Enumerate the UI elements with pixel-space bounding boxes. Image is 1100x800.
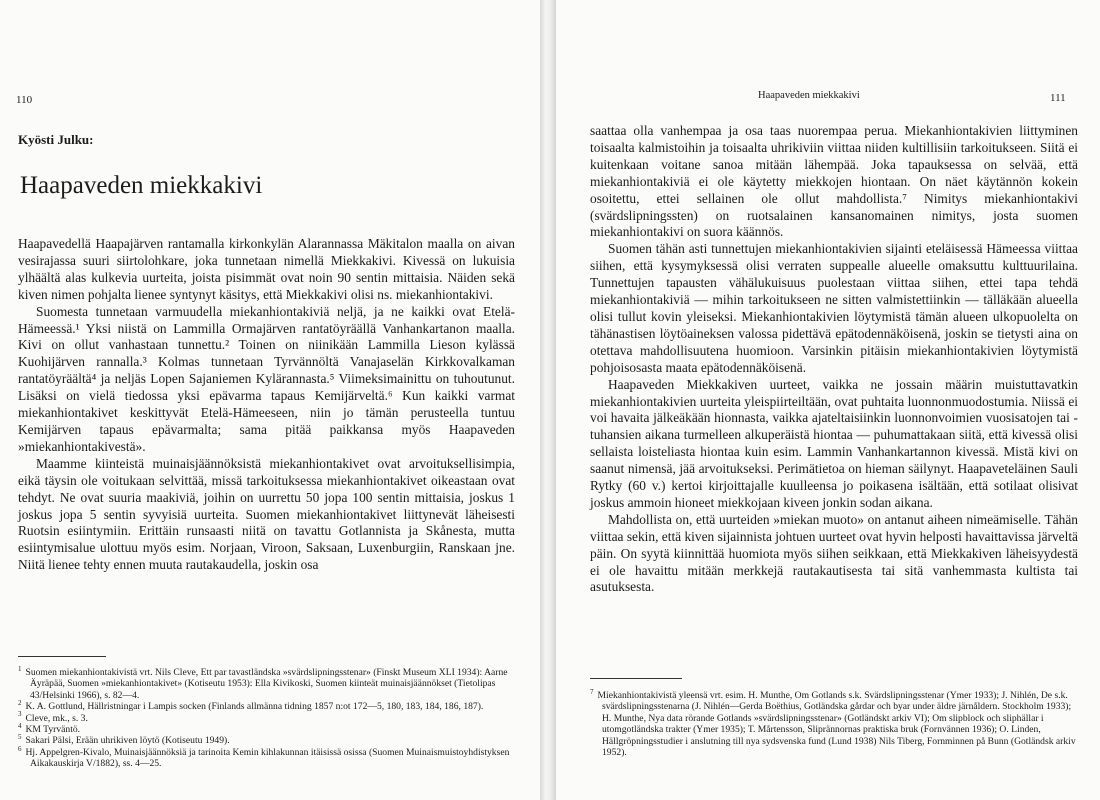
page-number: 110 [16,94,33,106]
running-head: Haapaveden miekkakivi [758,90,860,101]
footnote [18,710,515,724]
article-title: Haapaveden miekkakivi [20,172,263,199]
footnote-number: 4 [18,721,22,730]
left-page [0,0,540,800]
footnote [18,701,515,712]
article-author: Kyösti Julku: [18,132,94,147]
paragraph: Mahdollista on, että uurteiden »miekan muoto» on antanut aiheen nimeämiselle. Tähän viittaa sekin, että kiven sijainnista johtuen uurteet ovat hyvin helposti havaittavissa järveltä päin. On syytä kiinnittää huomiota myös siihen seikkaan, että Miekkakiven läheisyydestä ei ole havaittu mitään merkkejä rautakautisesta tai sitä vanhemmasta kultista tai asutuksesta. [590,511,1078,595]
page-number: 111 [1050,92,1066,104]
footnote-text: Cleve, mk., s. 3. [25,712,88,724]
footnote-text: Sakari Pälsi, Erään uhrikiven löytö (Kotiseutu 1949). [25,735,230,747]
paragraph: Haapaveden Miekkakiven uurteet, vaikka ne jossain määrin muistuttavatkin miekanhiontakivien uurteita yleispiirteiltään, ovat puhtaita luonnonmuodostumia. Niissä ei voi havaita jälkeäkään hionnasta, vaikka ajateltaisiinkin luonnonvoimien vuosisatojen tai -tuhansien aikana turmelleen alkuperäistä hiontaa — puhumattakaan siitä, että kivessä olisi sellaista loisteliasta hiontaa kuin esim. Lammin Vanhankartannon kivessä. Mistä kivi on saanut nimensä, jää arvoitukseksi. Perimätietoa on hieman säilynyt. Haapaveteläinen Sauli Rytky (60 v.) kertoi kirjoittajalle kuulleensa jo poikasena isältään, että sotilaat olisivat joskus ammoin hioneet miekkojaan kiveen jonkin sodan aikana. [590,376,1078,510]
footnote-text: KM Tyrväntö. [25,724,81,736]
footnote-text: Miekanhiontakivistä yleensä vrt. esim. H. Munthe, Om Gotlands s.k. Svärdslipningsstenar (Ymer 1933); J. Nihlén, De s.k. svärdslipningsstenarna (J. Nihlén—Gerda Boëthius, Gotländska gårdar och byar under äldre järnåldern. Stockholm 1933); H. Munthe, Nya data rörande Gotlands »svärdslipningsstenar» (Gotländskt arkiv VI); Om slipblock och sliphällar i utomgotländska trakter (Ymer 1935); T. Mårtensson, Sliprännornas praktiska bruk (Fornvännen 1936); O. Linden, Hällgröpningsstudier i anslutning till nya sydsvenska fund (Lund 1938) Nils Tiberg, Fornminnen på Bunn (Gotländsk arkiv 1952). [597,690,1076,759]
book-gutter [540,0,556,800]
paragraph: Suomen tähän asti tunnettujen miekanhiontakivien sijainti eteläisessä Hämeessa viittaa siihen, että kysymyksessä olisi verraten suppealle alueelle omaksuttu kulttuurilaina. Tunnettujen tapausten vähälukuisuus puolestaan viittaa siihen, ettei tapa tehdä miekanhiontakiviä — mihin tarkoitukseen ne sitten valmistettiinkin — tälläkään alueella olisi tullut kovin yleiseksi. Miekanhiontakivien löytymistä tämän alueen ulkopuolelta on tähänastisen löytöaineksen valossa pidettävä epätodennäköisenä, joskin se tietysti aina on otettava mahdollisuutena huomioon. Varsinkin pitäisin miekanhiontakivien löytymistä pohjoisosasta maata epätodennäköisenä. [590,241,1078,375]
footnote-text: Hj. Appelgren-Kivalo, Muinaisjäännöksiä ja tarinoita Kemin kihlakunnan itäisissä osissa (Suomen Muinaismuistoyhdistyksen Aikakauskirja V/1882), ss. 4—25. [25,746,510,770]
footnote [18,735,515,746]
footnote-divider [590,678,682,679]
footnote [590,687,1078,759]
footnote-text: K. A. Gottlund, Hällristningar i Lampis socken (Finlands allmänna tidning 1857 n:ot 172—5, 180, 183, 184, 186, 187). [25,701,484,713]
right-page [556,0,1100,800]
footnote-number: 6 [18,744,22,753]
footnote [18,744,515,770]
footnote-number: 7 [590,687,594,696]
paragraph: Maamme kiinteistä muinaisjäännöksistä miekanhiontakivet ovat arvoituksellisimpia, eikä täysin ole voitukaan selvittää, missä tarkoituksessa miekanhiontakivet oikeastaan ovat tehdyt. Ne ovat suuria maakiviä, joihin on uurrettu 50 jopa 100 sentin mittaisia, joskus 1 joskus jopa 5 sentin syvyisiä uurteita. Suomen miekanhiontakivet liittynevät läheisesti Ruotsin esiintymiin. Erittäin runsaasti niitä on tavattu Gotlannista ja Skånesta, mutta esiintymisalue ulottuu myös esim. Norjaan, Viroon, Saksaan, Luxenburgiin, Ranskaan jne. Niitä lienee tehty ennen muuta rautakaudella, joskin osa [18,455,515,573]
footnote-text: Suomen miekanhiontakivistä vrt. Nils Cleve, Ett par tavastländska »svärdslipningsstenar» (Finskt Museum XLI 1934): Aarne Äyräpää, Suomen »miekanhiontakivet» (Kotiseutu 1953): Ella Kivikoski, Suomen kiinteät muinaisjäännökset (Tietolipas 43/Helsinki 1966), s. 82—4. [25,667,508,701]
left-body-text [18,236,515,574]
footnote-number: 5 [18,733,22,742]
right-body-text [590,123,1078,596]
footnote-number: 1 [18,664,22,673]
paragraph: Suomesta tunnetaan varmuudella miekanhiontakiviä neljä, ja ne kaikki ovat Etelä-Hämeessä.¹ Yksi niistä on Lammilla Ormajärven rantatöyräällä Vanhankartanon maalla. Kivi on ollut vanhastaan tunnettu.² Toinen on niinikään Lammilla Lieson kylässä Kuohijärven rannalla.³ Kolmas tunnetaan Tyrvännöltä Vanajaselän Kirkkovalkaman rantatöyräältä⁴ ja neljäs Lopen Sajaniemen Kylärannasta.⁵ Viimeksimainittu on tuhoutunut. Lisäksi on vielä tiedossa yksi epävarma tapaus Kemijärveltä.⁶ Kun kaikki varmat miekanhiontakivet keskittyvät Etelä-Hämeeseen, niin jo tämän perusteella tuntuu Kemijärven tapaus epävarmalta; sama pitää paikkansa myös Haapaveden »miekanhiontakivestä». [18,303,515,454]
footnote-number: 2 [18,699,22,708]
footnote-divider [18,656,106,657]
right-footnotes [590,687,1078,759]
paragraph: saattaa olla vanhempaa ja osa taas nuorempaa perua. Miekanhiontakivien liittyminen toisaalta kalmistoihin ja toisaalta uhrikiviin viittaa niiden kultillisiin tarkoitukseen. Siitä ei kuitenkaan voitane sanoa mitään lähempää. Joka tapauksessa on selvää, että miekanhiontakiviä ei ole käytetty miekkojen hiontaan. On näet käytännön kokein osoitettu, ettei sellainen ole ollut mahdollista.⁷ Nimitys miekanhiontakivi (svärdslipningssten) on ruotsalainen kansanomainen nimitys, josta suomen miekanhiontakivi on suora käännös. [590,123,1078,240]
paragraph: Haapavedellä Haapajärven rantamalla kirkonkylän Alarannassa Mäkitalon maalla on aivan vesirajassa suuri siirtolohkare, joka tunnetaan nimellä Miekkakivi. Kivessä on lukuisia ylhäältä alas kulkevia uurteita, joista pisimmät ovat noin 90 sentin mittaisia. Näiden sekä kiven nimen pohjalta lienee syntynyt käsitys, että Miekkakivi olisi ns. miekanhiontakivi. [18,236,515,302]
footnote [18,664,515,701]
footnote [18,721,515,736]
left-footnotes [18,664,515,770]
footnote-number: 3 [18,710,22,719]
